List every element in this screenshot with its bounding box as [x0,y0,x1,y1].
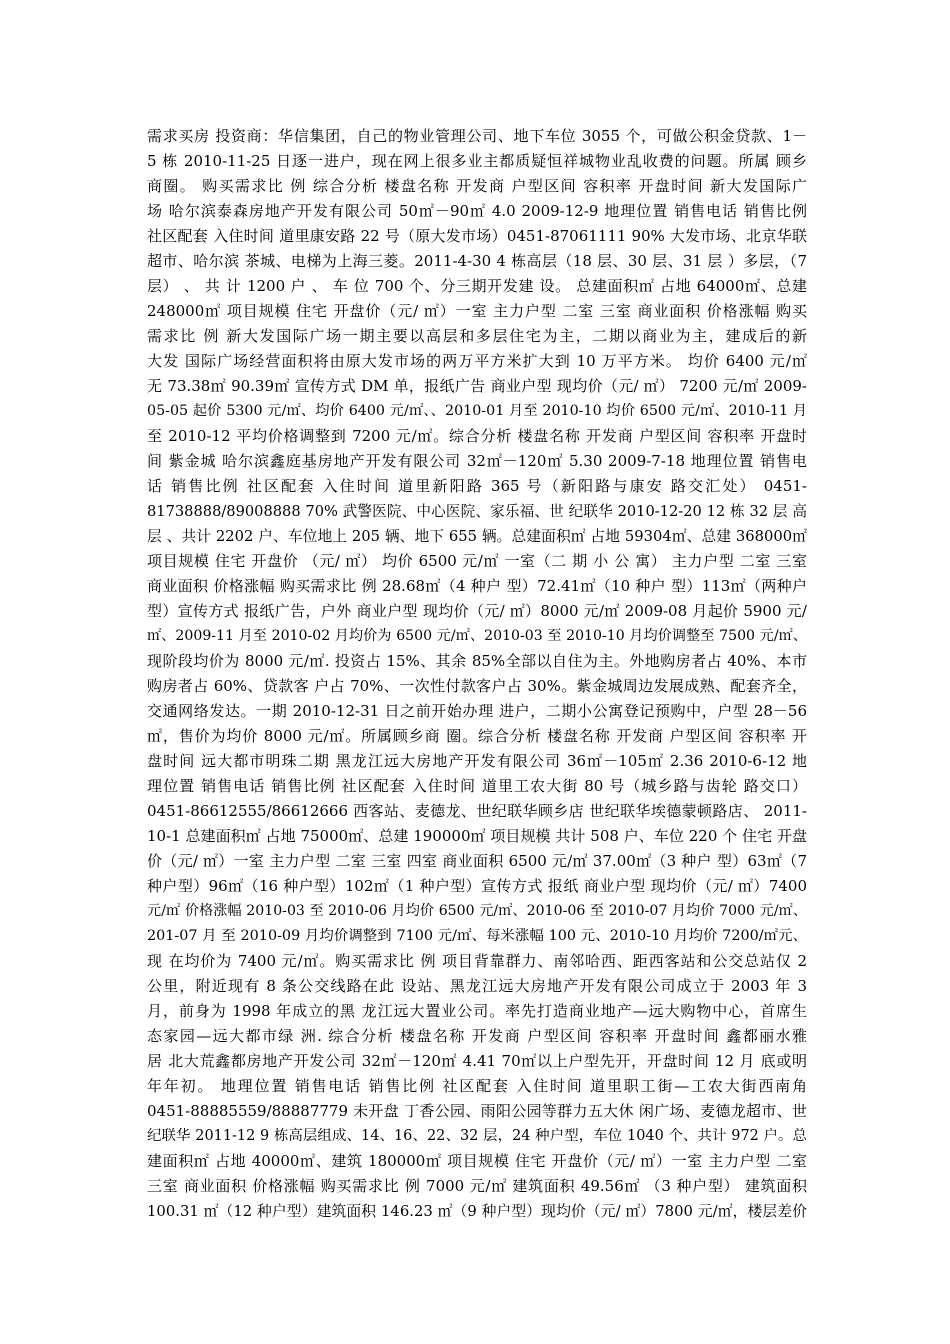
text-line: 现阶段均价为 8000 元/㎡. 投资占 15%、其余 85%全部以自住为主。外地购房者占 40%、本市 [147,652,807,670]
text-line: 公里，附近现有 8 条公交线路在此 设站、黑龙江远大房地产开发有限公司成立于 2003 年 3 [147,977,807,995]
text-line: 建面积㎡ 占地 40000㎡、建筑 180000㎡ 项目规模 住宅 开盘价（元/ ㎡）一室 主力户型 二室 [147,1152,807,1170]
text-line: 居 北大荒鑫都房地产开发公司 32㎡－120㎡ 4.41 70㎡以上户型先开，开盘时间 12 月 底或明 [147,1052,807,1070]
text-line: 项目规模 住宅 开盘价 （元/ ㎡） 均价 6500 元/㎡ 一室（二 期 小 公 寓） 主力户型 二室 三室 [147,552,807,570]
text-line: 理位置 销售电话 销售比例 社区配套 入住时间 道里工农大街 80 号（城乡路与齿轮 路交口） [147,777,807,795]
text-line: 型）宣传方式 报纸广告，户外 商业户型 现均价（元/ ㎡）8000 元/㎡ 2009-08 月起价 5900 元/ [147,602,807,620]
body-text [147,124,807,1224]
text-line: 至 2010-12 平均价格调整到 7200 元/㎡。综合分析 楼盘名称 开发商 户型区间 容积率 开盘时 [147,427,807,445]
text-line: 商业面积 价格涨幅 购买需求比 例 28.68㎡（4 种户 型）72.41㎡（10 种户 型）113㎡（两种户 [147,577,807,595]
text-line: 价（元/ ㎡）一室 主力户型 二室 三室 四室 商业面积 6500 元/㎡ 37.00㎡（3 种户 型）63㎡（7 [147,852,807,870]
text-line: 需求比 例 新大发国际广场一期主要以高层和多层住宅为主，二期以商业为主，建成后的新 [147,327,807,345]
text-line: 购房者占 60%、贷款客 户占 70%、一次性付款客户占 30%。紫金城周边发展成熟、配套齐全， [147,677,807,695]
text-line: 10-1 总建面积㎡ 占地 75000㎡、总建 190000㎡ 项目规模 共计 508 户、车位 220 个 住宅 开盘 [147,827,807,845]
text-line: 现 在均价为 7400 元/㎡。购买需求比 例 项目背靠群力、南邻哈西、距西客站和公交总站仅 2 [147,952,807,970]
text-line: 0451-86612555/86612666 西客站、麦德龙、世纪联华顾乡店 世纪联华埃德蒙顿路店、 2011- [147,802,807,820]
text-line: 100.31 ㎡（12 种户型）建筑面积 146.23 ㎡（9 种户型）现均价（元/ ㎡）7800 元/㎡，楼层差价 [147,1203,807,1220]
text-line: 社区配套 入住时间 道里康安路 22 号（原大发市场）0451-87061111 90% 大发市场、北京华联 [147,227,807,245]
text-line: 无 73.38㎡ 90.39㎡ 宣传方式 DM 单，报纸广告 商业户型 现均价（元/ ㎡） 7200 元/㎡ 2009- [147,377,807,395]
text-line: 元/㎡ 价格涨幅 2010-03 至 2010-06 月均价 6500 元/㎡、2010-06 至 2010-07 月均价 7000 元/㎡、 [147,903,807,919]
text-line: 201-07 月 至 2010-09 月均价调整到 7100 元/㎡、每米涨幅 100 元、2010-10 月均价 7200/㎡元、 [147,928,807,944]
text-line: 年年初。 地理位置 销售电话 销售比例 社区配套 入住时间 道里职工街—工农大街西南角 [147,1077,807,1095]
text-line: 05-05 起价 5300 元/㎡、均价 6400 元/㎡、、2010-01 月至 2010-10 均价 6500 元/㎡、2010-11 月 [147,403,807,419]
text-line: 态家园—远大都市绿 洲. 综合分析 楼盘名称 开发商 户型区间 容积率 开盘时间 鑫都丽水雅 [147,1027,807,1045]
text-line: 248000㎡ 项目规模 住宅 开盘价（元/ ㎡）一室 主力户型 二室 三室 商业面积 价格涨幅 购买 [147,302,807,320]
text-line: ㎡，售价为均价 8000 元/㎡。所属顾乡商 圈。综合分析 楼盘名称 开发商 户型区间 容积率 开 [147,727,807,745]
text-line: 场 哈尔滨泰森房地产开发有限公司 50㎡－90㎡ 4.0 2009-12-9 地理位置 销售电话 销售比例 [147,202,807,220]
text-line: 5 栋 2010-11-25 日逐一进户，现在网上很多业主都质疑恒祥城物业乱收费的问题。所属 顾乡 [147,152,807,170]
text-line: 0451-88885559/88887779 未开盘 丁香公园、雨阳公园等群力五大休 闲广场、麦德龙超市、世 [147,1102,807,1120]
text-line: 大发 国际广场经营面积将由原大发市场的两万平方米扩大到 10 万平方米。 均价 6400 元/㎡ [147,352,807,370]
text-line: 盘时间 远大都市明珠二期 黑龙江远大房地产开发有限公司 36㎡－105㎡ 2.36 2010-6-12 地 [147,752,807,770]
text-line: 交通网络发达。一期 2010-12-31 日之前开始办理 进户，二期小公寓登记预购中，户型 28－56 [147,702,807,720]
text-line: 间 紫金城 哈尔滨鑫庭基房地产开发有限公司 32㎡－120㎡ 5.30 2009-7-18 地理位置 销售电 [147,452,807,470]
text-line: 层） 、 共 计 1200 户 、 车 位 700 个、分三期开发建 设。 总建面积㎡ 占地 64000㎡、总建 [147,277,807,295]
text-line: 81738888/89008888 70% 武警医院、中心医院、家乐福、世 纪联华 2010-12-20 12 栋 32 层 高 [147,503,807,520]
text-line: 三室 商业面积 价格涨幅 购买需求比 例 7000 元/㎡ 建筑面积 49.56㎡ （3 种户型） 建筑面积 [147,1177,807,1195]
text-line: 超市、哈尔滨 茶城、电梯为上海三菱。2011-4-30 4 栋高层（18 层、30 层、31 层 ）多层，（7 [147,252,807,270]
text-line: 种户型）96㎡（16 种户型）102㎡（1 种户型）宣传方式 报纸 商业户型 现均价（元/ ㎡）7400 [147,877,807,895]
text-line: 月，前身为 1998 年成立的黑 龙江远大置业公司。率先打造商业地产—远大购物中心，首席生 [147,1002,807,1020]
text-line: ㎡、2009-11 月至 2010-02 月均价为 6500 元/㎡、2010-03 至 2010-10 月均价调整至 7500 元/㎡、 [147,628,807,644]
text-line: 商圈。 购买需求比 例 综合分析 楼盘名称 开发商 户型区间 容积率 开盘时间 新大发国际广 [147,177,807,195]
text-line: 需求买房 投资商：华信集团，自己的物业管理公司、地下车位 3055 个，可做公积金贷款、1－ [147,127,807,145]
text-line: 话 销售比例 社区配套 入住时间 道里新阳路 365 号（新阳路与康安 路交汇处） 0451- [147,477,807,495]
text-line: 层 、共计 2202 户、车位地上 205 辆、地下 655 辆。总建面积㎡ 占地 59304㎡、总建 368000㎡ [147,528,807,545]
text-line: 纪联华 2011-12 9 栋高层组成、14、16、22、32 层，24 种户型，车位 1040 个、共计 972 户。总 [147,1128,807,1144]
